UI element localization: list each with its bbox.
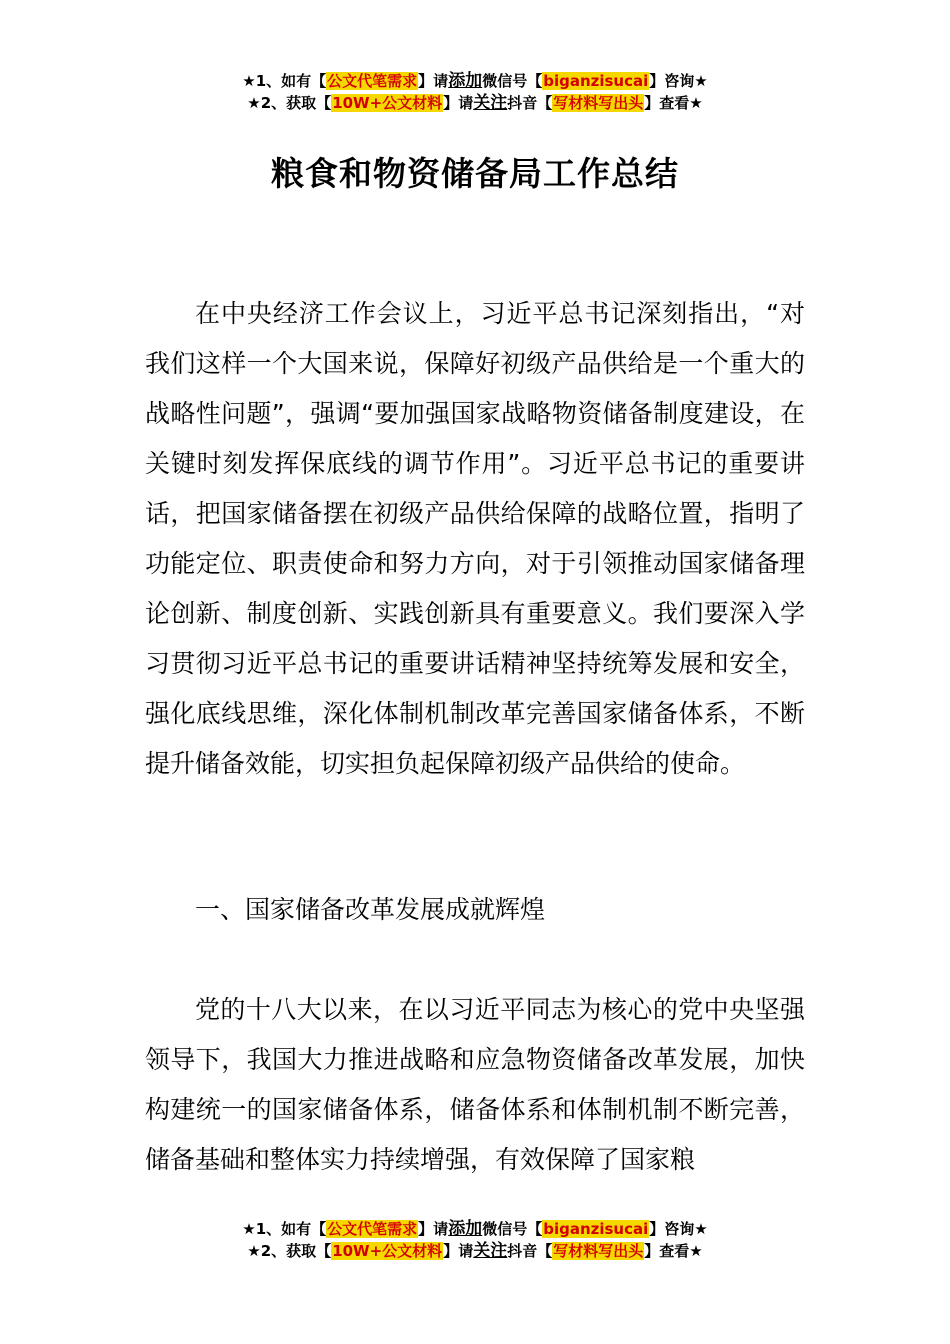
ad-highlight-materials: 10W+公文材料 (332, 94, 443, 112)
ad-text: 抖音【 (507, 1242, 553, 1260)
footer-ad-banner (0, 1218, 950, 1262)
ad-highlight-douyin: 写材料写出头 (553, 1242, 644, 1260)
ad-text: 】咨询★ (649, 72, 708, 90)
ad-text: 】咨询★ (649, 1220, 708, 1238)
ad-text: ★2、获取【 (247, 1242, 332, 1260)
ad-text: ★1、如有【 (242, 1220, 327, 1238)
ad-line-1 (0, 70, 950, 92)
ad-highlight-service: 公文代笔需求 (327, 72, 418, 90)
ad-underline-text: 关注 (473, 1241, 508, 1261)
ad-text: 微信号【 (482, 72, 543, 90)
ad-line-2 (0, 92, 950, 114)
ad-underline-text: 添加 (448, 1219, 483, 1239)
ad-line-1 (0, 1218, 950, 1240)
paragraph-intro: 在中央经济工作会议上，习近平总书记深刻指出，“对我们这样一个大国来说，保障好初级产品供给是一个重大的战略性问题”，强调“要加强国家战略物资储备制度建设，在关键时刻发挥保底线的调节作用”。习近平总书记的重要讲话，把国家储备摆在初级产品供给保障的战略位置，指明了功能定位、职责使命和努力方向，对于引领推动国家储备理论创新、制度创新、实践创新具有重要意义。我们要深入学习贯彻习近平总书记的重要讲话精神坚持统筹发展和安全，强化底线思维，深化体制机制改革完善国家储备体系，不断提升储备效能，切实担负起保障初级产品供给的使命。 (145, 299, 805, 778)
ad-text: 】请 (443, 94, 474, 112)
ad-highlight-wechat-id: biganzisucai (543, 1220, 649, 1238)
ad-highlight-wechat-id: biganzisucai (543, 72, 649, 90)
header-ad-banner (0, 70, 950, 114)
ad-text: ★2、获取【 (247, 94, 332, 112)
ad-underline-text: 关注 (473, 93, 508, 113)
ad-highlight-douyin: 写材料写出头 (553, 94, 644, 112)
ad-text: 微信号【 (482, 1220, 543, 1238)
ad-text: 】请 (418, 72, 449, 90)
ad-highlight-service: 公文代笔需求 (327, 1220, 418, 1238)
ad-text: ★1、如有【 (242, 72, 327, 90)
section-heading-1: 一、国家储备改革发展成就辉煌 (195, 895, 546, 924)
ad-text: 】请 (443, 1242, 474, 1260)
ad-highlight-materials: 10W+公文材料 (332, 1242, 443, 1260)
document-title: 粮食和物资储备局工作总结 (271, 154, 679, 193)
ad-text: 】查看★ (644, 1242, 703, 1260)
ad-text: 】请 (418, 1220, 449, 1238)
paragraph-section-1: 党的十八大以来，在以习近平同志为核心的党中央坚强领导下，我国大力推进战略和应急物资储备改革发展，加快构建统一的国家储备体系，储备体系和体制机制不断完善，储备基础和整体实力持续增强，有效保障了国家粮 (145, 995, 805, 1174)
ad-text: 】查看★ (644, 94, 703, 112)
ad-underline-text: 添加 (448, 71, 483, 91)
ad-text: 抖音【 (507, 94, 553, 112)
ad-line-2 (0, 1240, 950, 1262)
